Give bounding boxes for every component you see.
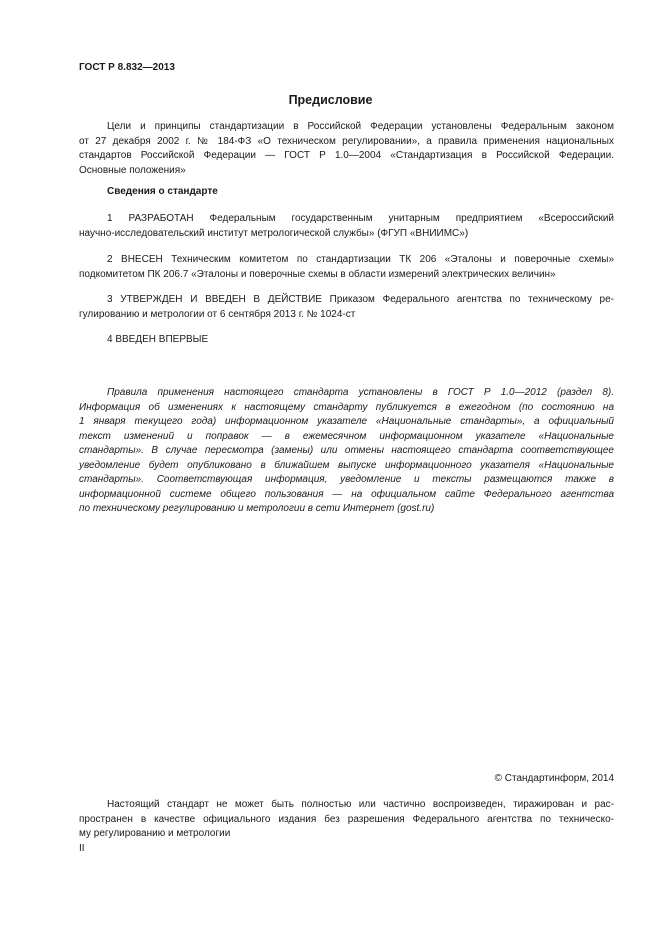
text-line: 1 января текущего года) информационном указателе «Национальные стандарты», а официальный <box>79 416 614 427</box>
text-line: Правила применения настоящего стандарта установлены в ГОСТ Р 1.0—2012 (раздел 8). <box>107 387 614 398</box>
text-line: информационной системе общего пользования — на официальном сайте Федерального агентства <box>79 488 614 500</box>
text-line: 3 УТВЕРЖДЕН И ВВЕДЕН В ДЕЙСТВИЕ Приказом Федерального агентства по техническому ре- <box>107 294 614 305</box>
page-number: II <box>79 843 85 854</box>
item-2 <box>79 253 614 282</box>
text-line: стандарты». Соответствующая информация, уведомление и тексты размещаются также в <box>79 474 614 485</box>
text-line: уведомление будет опубликовано в ближайшем выпуске информационного указателя «Национальные <box>79 459 614 471</box>
text-line: стандарты». В случае пересмотра (замены) или отмены настоящего стандарта соответствующее <box>79 445 614 456</box>
text-line: му регулированию и метрологии <box>79 828 231 839</box>
text-line: подкомитетом ПК 206.7 «Эталоны и поверочные схемы в области измерений электрических величин» <box>79 268 556 280</box>
text-line: от 27 декабря 2002 г. № 184-ФЗ «О техническом регулировании», а правила применения национальных <box>79 135 614 147</box>
item-1 <box>79 212 614 241</box>
text-line: Информация об изменениях к настоящему стандарту публикуется в ежегодном (по состоянию на <box>79 401 614 413</box>
text-line: пространен в качестве официального издания без разрешения Федерального агентства по техническо- <box>79 813 614 825</box>
text-line: текст изменений и поправок — в ежемесячном информационном указателе «Национальные <box>79 430 614 442</box>
text-line: по техническому регулированию и метрологии в сети Интернет (gost.ru) <box>79 503 435 514</box>
text-line: научно-исследовательский институт метрологической службы» (ФГУП «ВНИИМС») <box>79 227 469 239</box>
standard-header: ГОСТ Р 8.832—2013 <box>79 62 175 73</box>
text-line: 4 ВВЕДЕН ВПЕРВЫЕ <box>107 334 209 345</box>
copyright-notice: © Стандартинформ, 2014 <box>494 773 614 784</box>
text-line: стандартов Российской Федерации — ГОСТ Р 1.0—2004 «Стандартизация в Российской Федерации. <box>79 150 614 161</box>
item-4 <box>79 333 614 348</box>
page-title: Предисловие <box>288 93 373 107</box>
item-3 <box>79 293 614 322</box>
intro-paragraph <box>79 120 614 178</box>
section-subheading: Сведения о стандарте <box>107 186 218 197</box>
text-line: 2 ВНЕСЕН Техническим комитетом по стандартизации ТК 206 «Эталоны и поверочные схемы» <box>107 254 614 265</box>
text-line: Основные положения» <box>79 164 186 176</box>
application-note <box>79 386 614 517</box>
text-line: Настоящий стандарт не может быть полностью или частично воспроизведен, тиражирован и рас- <box>107 799 614 810</box>
text-line: Цели и принципы стандартизации в Российской Федерации установлены Федеральным законом <box>107 121 614 132</box>
reproduction-notice <box>79 798 614 842</box>
text-line: гулированию и метрологии от 6 сентября 2013 г. № 1024-ст <box>79 308 356 320</box>
text-line: 1 РАЗРАБОТАН Федеральным государственным унитарным предприятием «Всероссийский <box>107 213 614 224</box>
